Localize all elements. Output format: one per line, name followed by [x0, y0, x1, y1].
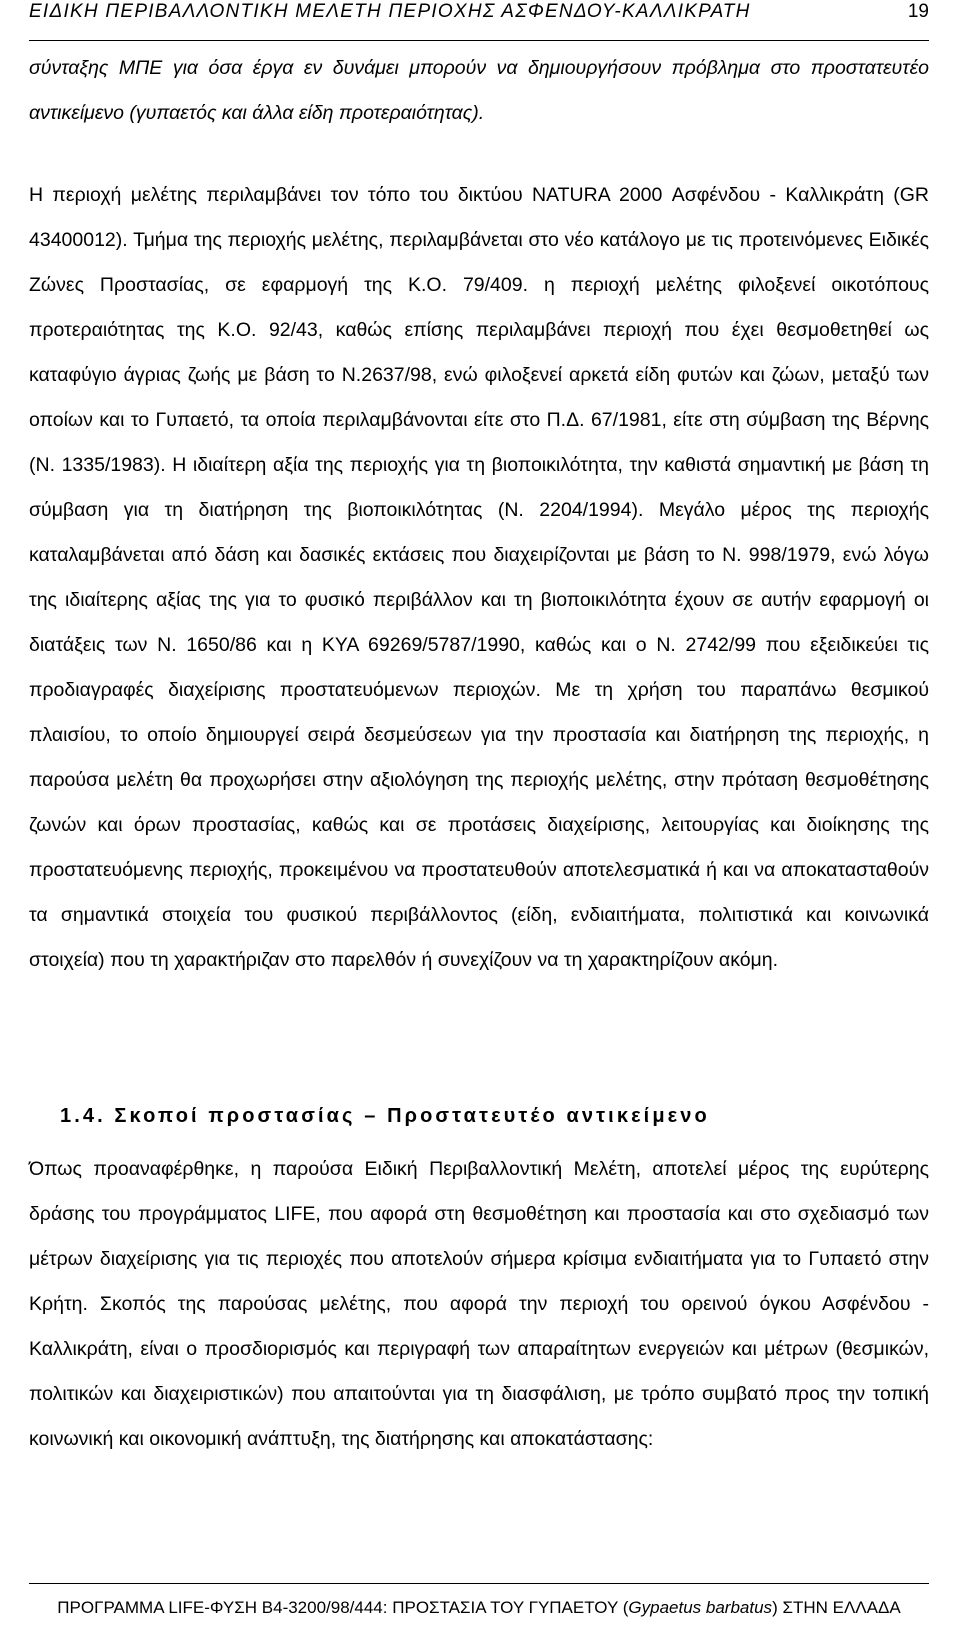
- footer-suffix: ) ΣΤΗΝ ΕΛΛΑΔΑ: [772, 1598, 901, 1617]
- header-title: ΕΙΔΙΚΗ ΠΕΡΙΒΑΛΛΟΝΤΙΚΗ ΜΕΛΕΤΗ ΠΕΡΙΟΧΗΣ ΑΣΦΕΝΔΟΥ-ΚΑΛΛΙΚΡΑΤΗ: [29, 1, 751, 22]
- page-footer: [29, 1583, 929, 1632]
- body-paragraph-1: Η περιοχή μελέτης περιλαμβάνει τον τόπο του δικτύου NATURA 2000 Ασφένδου - Καλλικράτη (GR 43400012). Τμήμα της περιοχής μελέτης, περιλαμβάνεται στο νέο κατάλογο με τις προτεινόμενες Ειδικές Ζώνες Προστασίας, σε εφαρμογή της Κ.Ο. 79/409. η περιοχή μελέτης φιλοξενεί οικοτόπους προτεραιότητας της Κ.Ο. 92/43, καθώς επίσης περιλαμβάνει περιοχή που έχει θεσμοθετηθεί ως καταφύγιο άγριας ζωής με βάση το Ν.2637/98, ενώ φιλοξενεί αρκετά είδη φυτών και ζώων, μεταξύ των οποίων και το Γυπαετό, τα οποία περιλαμβάνονται είτε στο Π.Δ. 67/1981, είτε στη σύμβαση της Βέρνης (Ν. 1335/1983). Η ιδιαίτερη αξία της περιοχής για τη βιοποικιλότητα, την καθιστά σημαντική με βάση τη σύμβαση για τη διατήρηση της βιοποικιλότητας (Ν. 2204/1994). Μεγάλο μέρος της περιοχής καταλαμβάνεται από δάση και δασικές εκτάσεις που διαχειρίζονται με βάση το Ν. 998/1979, ενώ λόγω της ιδιαίτερης αξίας της για το φυσικό περιβάλλον και τη βιοποικιλότητα έχουν σε αυτήν εφαρμογή οι διατάξεις των Ν. 1650/86 και η ΚΥΑ 69269/5787/1990, καθώς και ο Ν. 2742/99 που εξειδικεύει τις προδιαγραφές διαχείρισης προστατευόμενων περιοχών. Με τη χρήση του παραπάνω θεσμικού πλαισίου, το οποίο δημιουργεί σειρά δεσμεύσεων για την προστασία και διατήρηση της περιοχής, η παρούσα μελέτη θα προχωρήσει στην αξιολόγηση της περιοχής μελέτης, στην πρόταση θεσμοθέτησης ζωνών και όρων προστασίας, καθώς και σε προτάσεις διαχείρισης, λειτουργίας και διοίκησης της προστατευόμενης περιοχής, προκειμένου να προστατευθούν αποτελεσματικά ή και να αποκατασταθούν τα σημαντικά στοιχεία του φυσικού περιβάλλοντος (είδη, ενδιαιτήματα, πολιτιστικά και κοινωνικά στοιχεία) που τη χαρακτήριζαν στο παρελθόν ή συνεχίζουν να τη χαρακτηρίζουν ακόμη.: [29, 184, 929, 971]
- page-header: [29, 0, 929, 41]
- footer-prefix: ΠΡΟΓΡΑΜΜΑ LIFE-ΦΥΣΗ B4-3200/98/444: ΠΡΟΣΤΑΣΙΑ ΤΟΥ ΓΥΠΑΕΤΟΥ (: [57, 1598, 629, 1617]
- page-number: 19: [907, 1, 929, 22]
- section-heading: 1.4. Σκοποί προστασίας – Προστατευτέο αντικείμενο: [60, 1105, 710, 1127]
- footer-text: [29, 1596, 929, 1620]
- footer-species: Gypaetus barbatus: [628, 1598, 773, 1617]
- body-paragraph-2: Όπως προαναφέρθηκε, η παρούσα Ειδική Περιβαλλοντική Μελέτη, αποτελεί μέρος της ευρύτερης δράσης του προγράμματος LIFE, που αφορά στη θεσμοθέτηση και προστασία και στο σχεδιασμό των μέτρων διαχείρισης για τις περιοχές που αποτελούν σήμερα κρίσιμα ενδιαιτήματα για το Γυπαετό στην Κρήτη. Σκοπός της παρούσας μελέτης, που αφορά την περιοχή του ορεινού όγκου Ασφένδου - Καλλικράτη, είναι ο προσδιορισμός και περιγραφή των απαραίτητων ενεργειών και μέτρων (θεσμικών, πολιτικών και διαχειριστικών) που απαιτούνται για τη διασφάλιση, με τρόπο συμβατό προς την τοπική κοινωνική και οικονομική ανάπτυξη, της διατήρησης και αποκατάστασης:: [29, 1158, 929, 1450]
- intro-italic-paragraph: σύνταξης ΜΠΕ για όσα έργα εν δυνάμει μπορούν να δημιουργήσουν πρόβλημα στο προστατευτέο αντικείμενο (γυπαετός και άλλα είδη προτεραιότητας).: [29, 57, 929, 124]
